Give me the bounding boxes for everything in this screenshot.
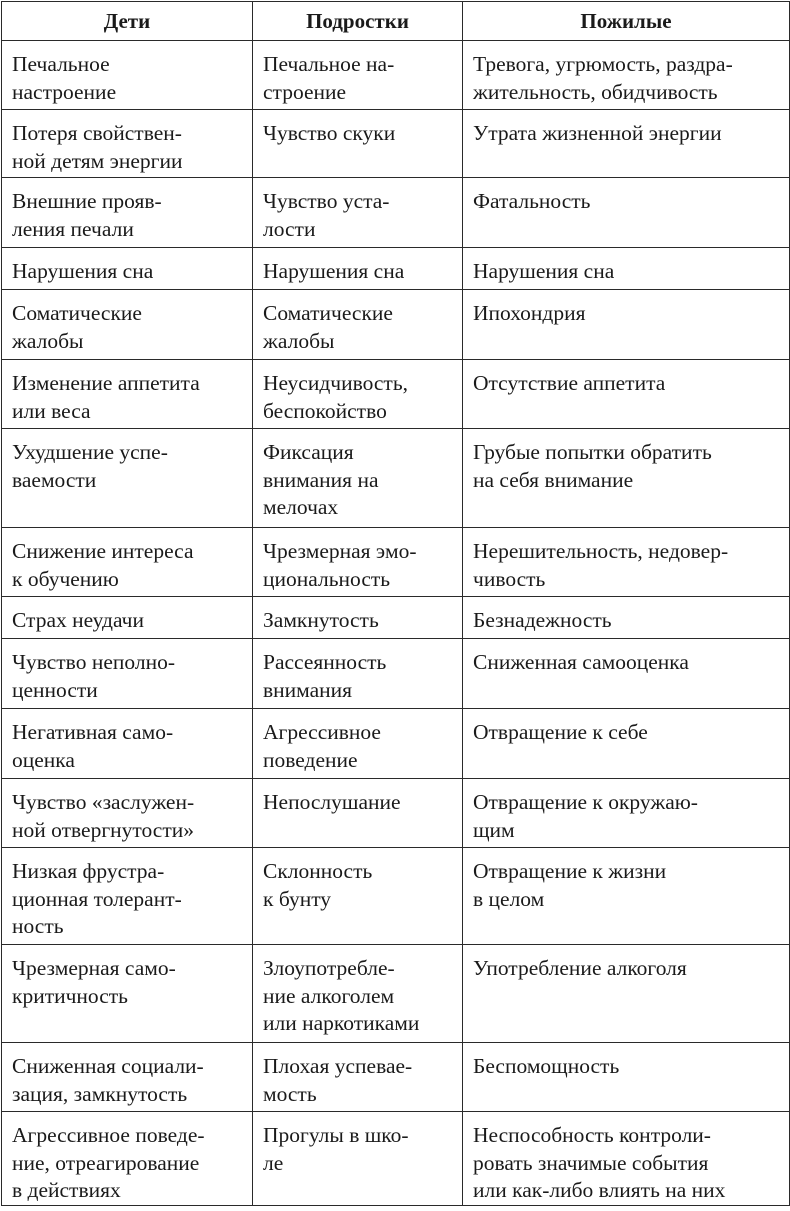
cell-children: Изменение аппетита или веса xyxy=(2,360,253,429)
cell-elderly: Безнадежность xyxy=(463,597,790,639)
cell-children: Внешние прояв- ления печали xyxy=(2,178,253,248)
cell-teenagers: Соматические жалобы xyxy=(253,290,463,360)
cell-teenagers: Нарушения сна xyxy=(253,248,463,290)
cell-children: Низкая фрустра- ционная толерант- ность xyxy=(2,848,253,945)
cell-elderly: Отвращение к жизни в целом xyxy=(463,848,790,945)
cell-elderly: Отсутствие аппетита xyxy=(463,360,790,429)
table-row xyxy=(2,41,790,110)
symptoms-table xyxy=(1,1,790,1206)
cell-teenagers: Неусидчивость, беспокойство xyxy=(253,360,463,429)
cell-teenagers: Чрезмерная эмо- циональность xyxy=(253,528,463,597)
cell-elderly: Беспомощность xyxy=(463,1043,790,1112)
cell-children: Страх неудачи xyxy=(2,597,253,639)
table-row xyxy=(2,779,790,848)
cell-children: Снижение интереса к обучению xyxy=(2,528,253,597)
column-header-teenagers: Подростки xyxy=(253,2,463,41)
cell-teenagers: Рассеянность внимания xyxy=(253,639,463,709)
cell-children: Чрезмерная само- критичность xyxy=(2,945,253,1043)
cell-elderly: Отвращение к себе xyxy=(463,709,790,779)
table-row xyxy=(2,528,790,597)
cell-teenagers: Непослушание xyxy=(253,779,463,848)
cell-children: Сниженная социали- зация, замкнутость xyxy=(2,1043,253,1112)
cell-teenagers: Склонность к бунту xyxy=(253,848,463,945)
header-row xyxy=(2,2,790,41)
cell-elderly: Фатальность xyxy=(463,178,790,248)
cell-elderly: Тревога, угрюмость, раздра- жительность, обидчивость xyxy=(463,41,790,110)
table-row xyxy=(2,248,790,290)
cell-teenagers: Чувство скуки xyxy=(253,110,463,178)
table-row xyxy=(2,429,790,528)
cell-children: Нарушения сна xyxy=(2,248,253,290)
cell-children: Потеря свойствен- ной детям энергии xyxy=(2,110,253,178)
cell-children: Чувство «заслужен- ной отвергнутости» xyxy=(2,779,253,848)
cell-teenagers: Фиксация внимания на мелочах xyxy=(253,429,463,528)
table-row xyxy=(2,178,790,248)
column-header-elderly: Пожилые xyxy=(463,2,790,41)
table-row xyxy=(2,848,790,945)
cell-children: Чувство неполно- ценности xyxy=(2,639,253,709)
cell-children: Печальное настроение xyxy=(2,41,253,110)
cell-elderly: Употребление алкоголя xyxy=(463,945,790,1043)
cell-elderly: Нарушения сна xyxy=(463,248,790,290)
cell-children: Негативная само- оценка xyxy=(2,709,253,779)
cell-teenagers: Замкнутость xyxy=(253,597,463,639)
table-row xyxy=(2,639,790,709)
cell-children: Ухудшение успе- ваемости xyxy=(2,429,253,528)
table-row xyxy=(2,110,790,178)
column-header-children: Дети xyxy=(2,2,253,41)
cell-teenagers: Прогулы в шко- ле xyxy=(253,1112,463,1206)
table-row xyxy=(2,1112,790,1206)
cell-teenagers: Печальное на- строение xyxy=(253,41,463,110)
cell-teenagers: Злоупотребле- ние алкоголем или наркотиками xyxy=(253,945,463,1043)
cell-elderly: Утрата жизненной энергии xyxy=(463,110,790,178)
cell-children: Соматические жалобы xyxy=(2,290,253,360)
cell-elderly: Сниженная самооценка xyxy=(463,639,790,709)
cell-elderly: Отвращение к окружаю- щим xyxy=(463,779,790,848)
cell-teenagers: Чувство уста- лости xyxy=(253,178,463,248)
table-row xyxy=(2,945,790,1043)
cell-elderly: Грубые попытки обратить на себя внимание xyxy=(463,429,790,528)
cell-teenagers: Агрессивное поведение xyxy=(253,709,463,779)
cell-teenagers: Плохая успевае- мость xyxy=(253,1043,463,1112)
table-row xyxy=(2,597,790,639)
table-row xyxy=(2,290,790,360)
table-row xyxy=(2,1043,790,1112)
table-body xyxy=(2,41,790,1206)
cell-elderly: Неспособность контроли- ровать значимые события или как-либо влиять на них xyxy=(463,1112,790,1206)
cell-elderly: Ипохондрия xyxy=(463,290,790,360)
table-row xyxy=(2,360,790,429)
table-row xyxy=(2,709,790,779)
cell-elderly: Нерешительность, недовер- чивость xyxy=(463,528,790,597)
cell-children: Агрессивное поведе- ние, отреагирование в действиях xyxy=(2,1112,253,1206)
